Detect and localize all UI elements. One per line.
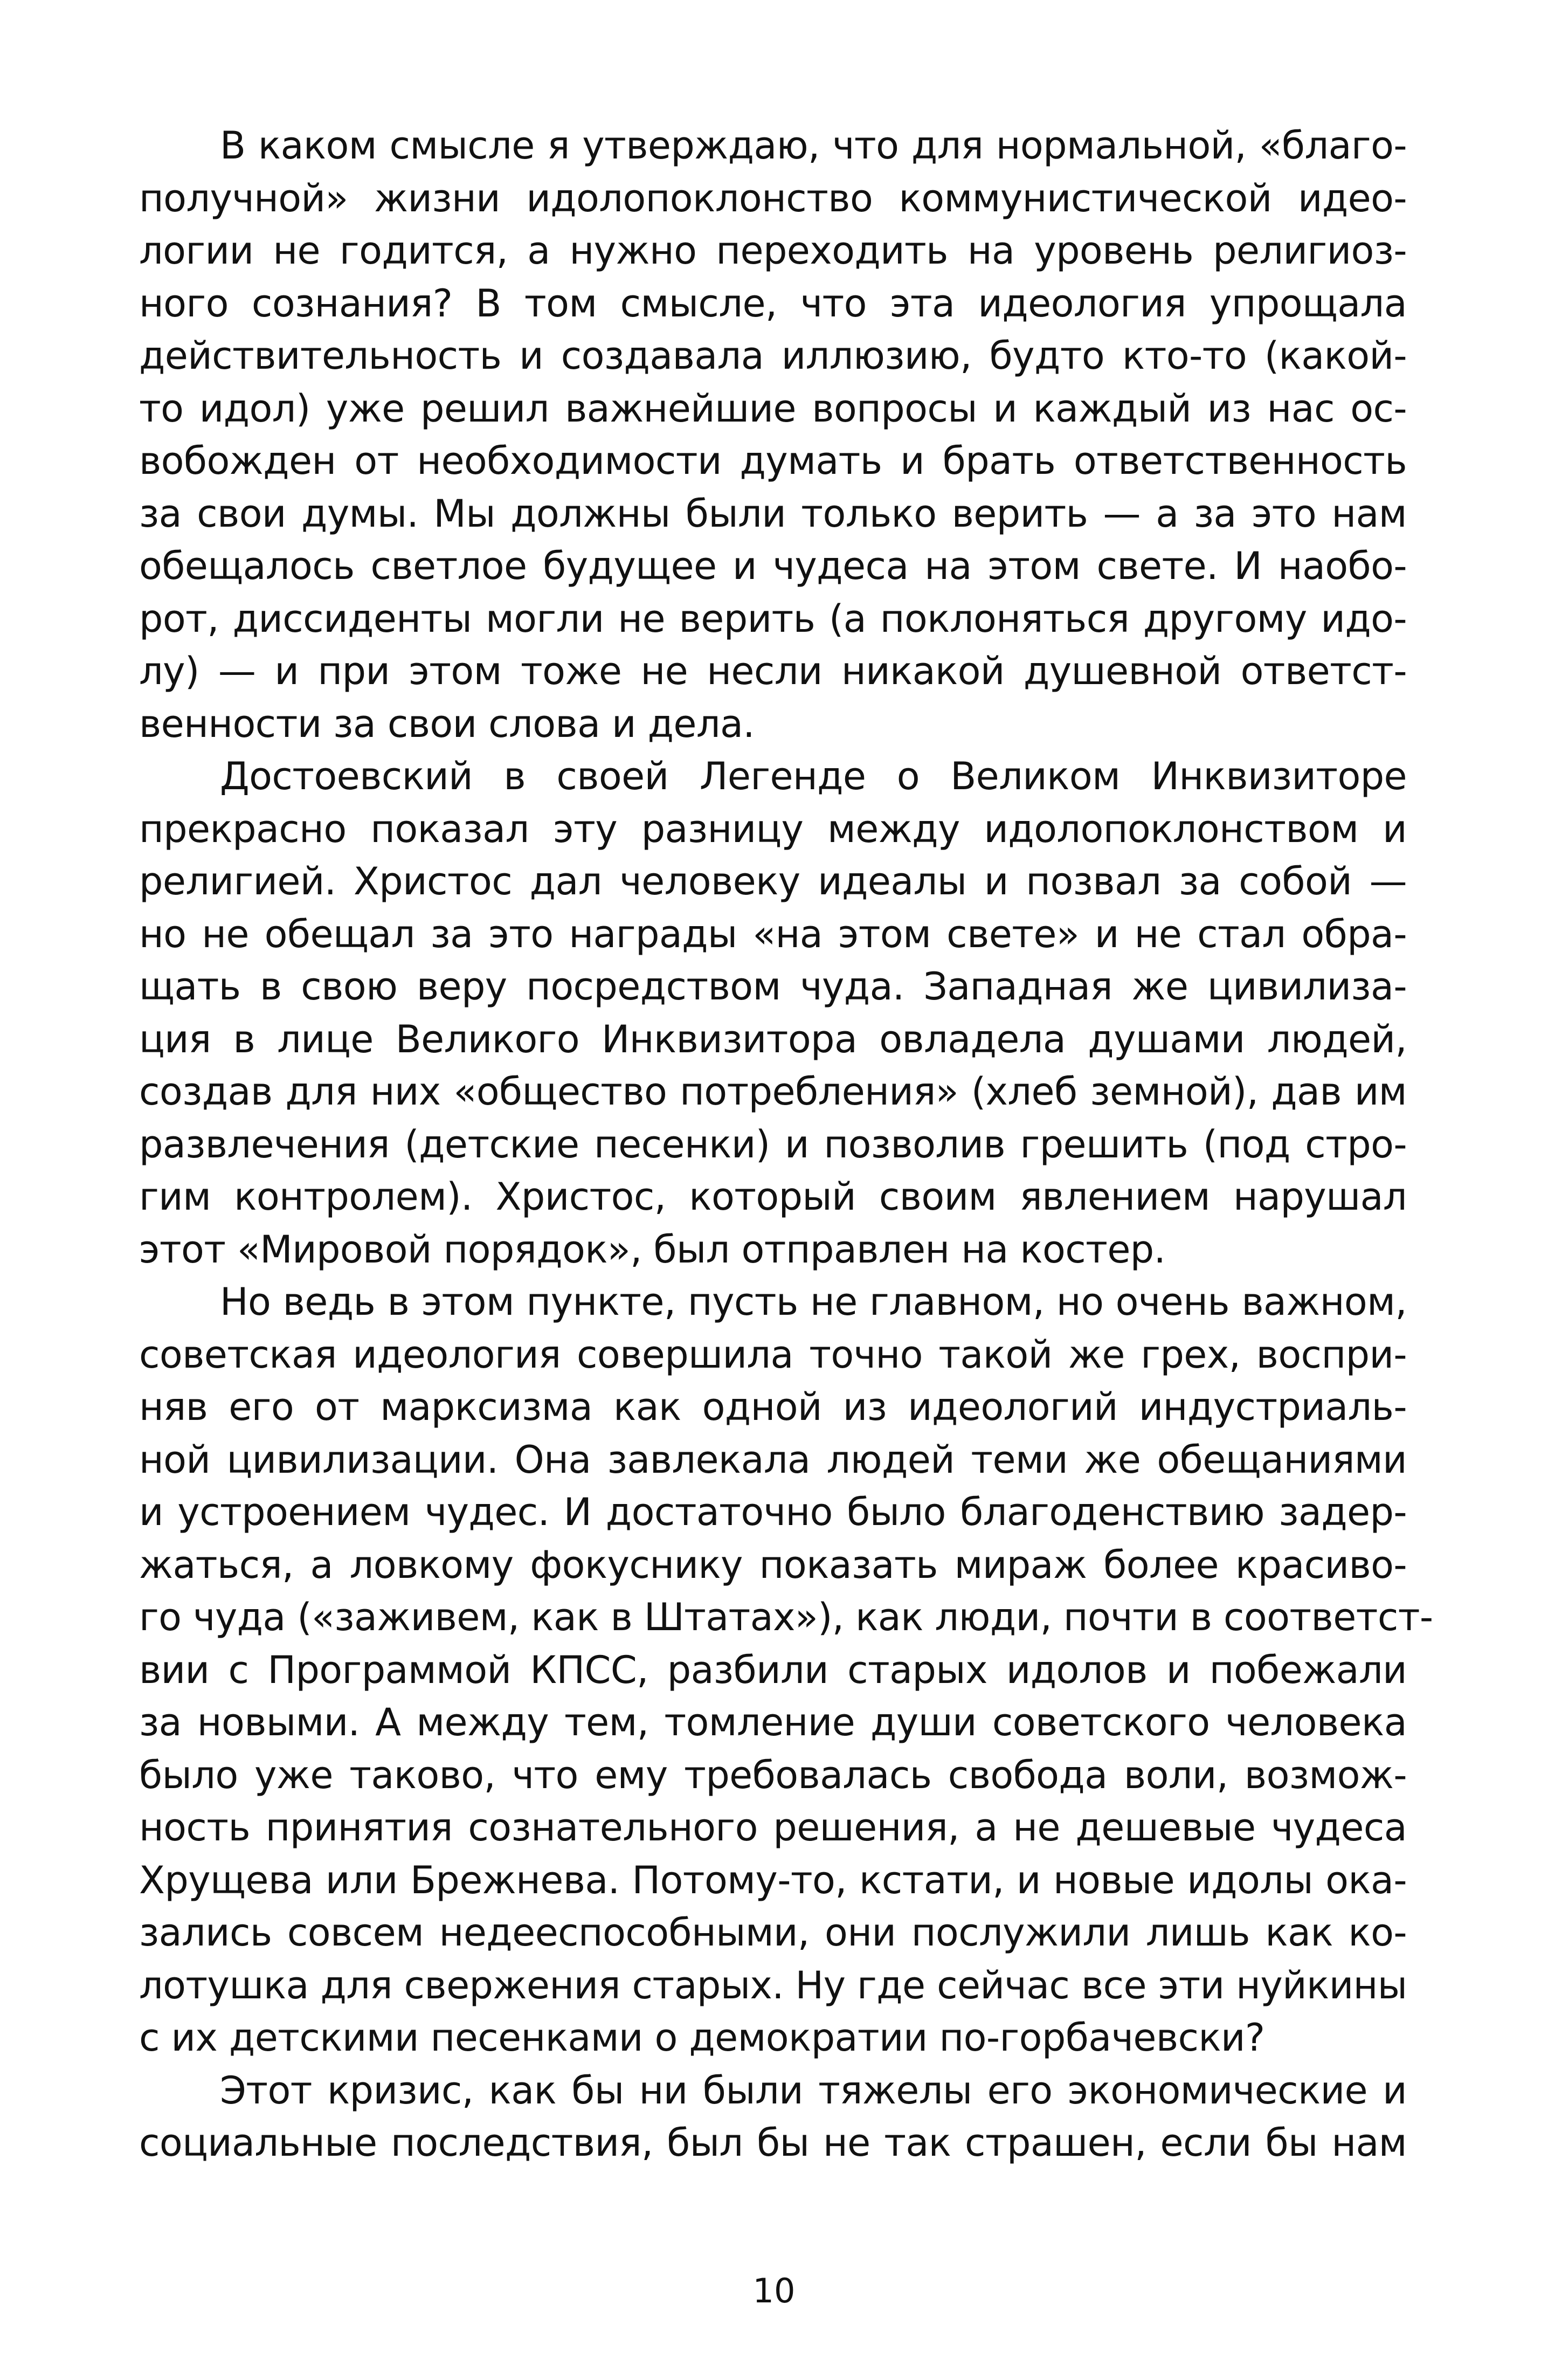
text-line: за новыми. А между тем, томление души советского человека — [139, 1700, 1407, 1744]
text-line: прекрасно показал эту разницу между идолопоклонством и — [139, 806, 1407, 851]
text-line: вобожден от необходимости думать и брать ответственность — [139, 439, 1407, 483]
paragraph-3 — [139, 1276, 1433, 2065]
text-line: ность принятия сознательного решения, а не дешевые чудеса — [139, 1805, 1407, 1850]
text-line: получной» жизни идолопоклонство коммунистической идео- — [139, 176, 1407, 220]
text-line: социальные последствия, был бы не так страшен, если бы нам — [139, 2121, 1407, 2165]
text-line: рот, диссиденты могли не верить (а поклоняться другому идо- — [139, 596, 1407, 641]
text-line: В каком смысле я утверждаю, что для нормальной, «благо- — [220, 123, 1407, 168]
text-line: советская идеология совершила точно такой же грех, воспри- — [139, 1332, 1407, 1377]
text-line: лу) — и при этом тоже не несли никакой душевной ответст- — [139, 649, 1407, 693]
text-line: логии не годится, а нужно переходить на уровень религиоз- — [139, 229, 1407, 273]
paragraph-2 — [139, 750, 1407, 1276]
text-line: няв его от марксизма как одной из идеологий индустриаль- — [139, 1385, 1407, 1429]
text-line: религией. Христос дал человеку идеалы и позвал за собой — — [139, 859, 1407, 903]
paragraph-4 — [139, 2065, 1407, 2170]
text-line: за свои думы. Мы должны были только верить — а за это нам — [139, 491, 1407, 536]
text-line: и устроением чудес. И достаточно было благоденствию задер- — [139, 1490, 1407, 1534]
text-line: ция в лице Великого Инквизитора овладела душами людей, — [139, 1017, 1407, 1061]
text-line: с их детскими песенками о демократии по-горбачевски? — [139, 2016, 1265, 2060]
text-line: но не обещал за это награды «на этом свете» и не стал обра- — [139, 912, 1407, 956]
text-line: действительность и создавала иллюзию, будто кто-то (какой- — [139, 334, 1407, 378]
page-body — [139, 120, 1433, 2170]
text-line: Хрущева или Брежнева. Потому-то, кстати, и новые идолы ока- — [139, 1858, 1407, 1902]
text-line: Этот кризис, как бы ни были тяжелы его экономические и — [220, 2068, 1407, 2113]
text-line: го чуда («заживем, как в Штатах»), как люди, почти в соответст- — [139, 1595, 1433, 1639]
text-line: лотушка для свержения старых. Ну где сейчас все эти нуйкины — [139, 1963, 1407, 2008]
text-line: Достоевский в своей Легенде о Великом Инквизиторе — [220, 754, 1407, 798]
text-line: было уже таково, что ему требовалась свобода воли, возмож- — [139, 1753, 1407, 1797]
text-line: этот «Мировой порядок», был отправлен на костер. — [139, 1227, 1166, 1272]
text-line: венности за свои слова и дела. — [139, 701, 755, 746]
paragraph-1 — [139, 120, 1407, 750]
text-line: Но ведь в этом пункте, пусть не главном, но очень важном, — [220, 1280, 1407, 1324]
page-number: 10 — [752, 2271, 796, 2310]
text-line: гим контролем). Христос, который своим явлением нарушал — [139, 1175, 1407, 1219]
text-line: обещалось светлое будущее и чудеса на этом свете. И наобо- — [139, 544, 1407, 588]
text-line: то идол) уже решил важнейшие вопросы и каждый из нас ос- — [139, 386, 1407, 431]
text-line: создав для них «общество потребления» (хлеб земной), дав им — [139, 1070, 1407, 1114]
text-line: жаться, а ловкому фокуснику показать мираж более красиво- — [139, 1542, 1407, 1587]
text-line: зались совсем недееспособными, они послужили лишь как ко- — [139, 1910, 1407, 1955]
text-line: щать в свою веру посредством чуда. Западная же цивилиза- — [139, 964, 1407, 1009]
text-line: вии с Программой КПСС, разбили старых идолов и побежали — [139, 1647, 1407, 1692]
text-line: ной цивилизации. Она завлекала людей теми же обещаниями — [139, 1437, 1407, 1482]
text-line: ного сознания? В том смысле, что эта идеология упрощала — [139, 281, 1407, 326]
text-line: развлечения (детские песенки) и позволив грешить (под стро- — [139, 1122, 1407, 1167]
